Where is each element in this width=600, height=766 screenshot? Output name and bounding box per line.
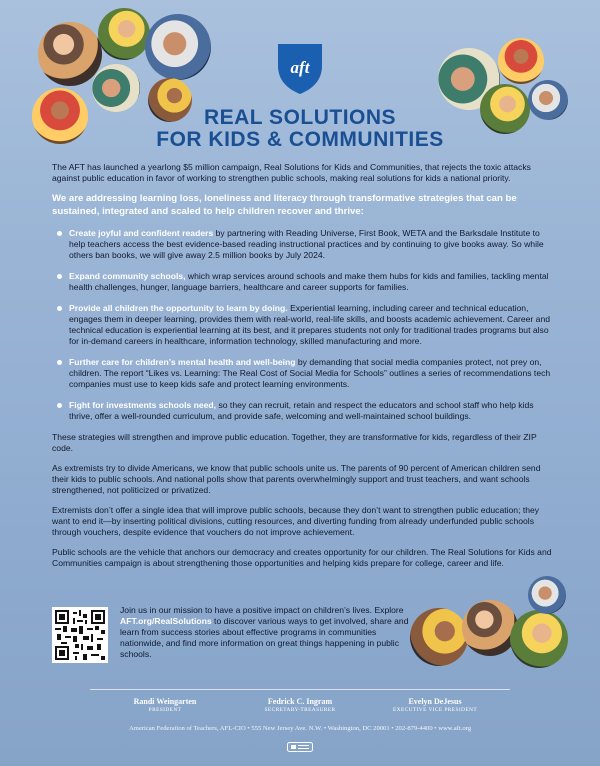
- logo-text: aft: [290, 58, 310, 77]
- bullet-text: by partnering with Reading Universe, First Book, WETA and the Barksdale Institute to help teachers access the best evidence-based reading instructional practices and by continuing to give books away. So while others ban books, we will give away 2.5 million books by July 2024.: [69, 228, 544, 260]
- officer-secretary-treasurer: [230, 697, 370, 713]
- lead-statement: We are addressing learning loss, loneliness and literacy through transformative strategies that can be sustained, integrated and scaled to help children recover and thrive:: [52, 193, 517, 217]
- photo-celebration: [498, 38, 544, 84]
- list-item: [52, 271, 554, 293]
- footer-address: American Federation of Teachers, AFL-CIO • 555 New Jersey Ave. N.W. • Washington, DC 20001 • 202-879-4400 • www.aft.org: [128, 725, 472, 732]
- list-item: [52, 400, 554, 422]
- bullet-text: by demanding that social media companies protect, not prey on, children. The report “Likes vs. Learning: The Real Cost of Social Media for Schools” outlines a series of recommendations tech companies must use to keep kids safe and protect learning environments.: [69, 357, 551, 389]
- bullet-text: Experiential learning, including career and technical education, engages them in deeper learning, provides them with real-world, real-life skills, and boosts academic achievement. Career and technical education is experiential learning at its best, and it prepares students not only for traditional trades programs but also for in-demand careers in healthcare, information technology, skilled manufacturing and more.: [69, 303, 551, 346]
- bullet-heading: Create joyful and confident readers: [69, 228, 214, 238]
- join-explore: Explore: [374, 605, 404, 615]
- list-item: [52, 303, 554, 347]
- photo-classroom: [145, 14, 211, 80]
- extremists-divide-paragraph: As extremists try to divide Americans, we know that public schools unite us. The parents of 90 percent of American children send their kids to public schools. And national polls show that parents overwhelmingly support and trust teachers, and want schools strengthened, not politicized or privatized.: [52, 463, 541, 495]
- officer-name: Evelyn DeJesus: [408, 697, 462, 706]
- photo-teacher-kids: [528, 576, 566, 614]
- officer-role: PRESIDENT: [148, 707, 182, 713]
- page-title-line2: FOR KIDS & COMMUNITIES: [156, 128, 444, 151]
- call-to-action: [120, 605, 410, 660]
- bullet-text: so they can recruit, retain and respect the educators and school staff who help kids thrive, offer a well-rounded curriculum, and provide safe, welcoming and well-maintained school buildings.: [69, 400, 534, 421]
- officer-president: [95, 697, 235, 713]
- photo-child-reading: [38, 22, 102, 86]
- photo-musician: [462, 600, 518, 656]
- join-details: to discover various ways to get involved, share and learn from success stories about effective programs in communities nationwide, and find more information on great things happening in public schools.: [120, 616, 409, 659]
- democracy-paragraph: Public schools are the vehicle that anchors our democracy and creates opportunity for our children. The Real Solutions for Kids and Communities campaign is about strengthening those opportunities and helping kids prepare for college, career and life.: [52, 547, 552, 568]
- bullet-heading: Expand community schools,: [69, 271, 186, 281]
- photo-student-science: [410, 608, 468, 666]
- bullet-heading: Further care for children’s mental health and well-being: [69, 357, 296, 367]
- list-item: [52, 357, 554, 390]
- photo-kids-table: [92, 64, 140, 112]
- officer-role: EXECUTIVE VICE PRESIDENT: [392, 707, 478, 713]
- intro-paragraph: The AFT has launched a yearlong $5 million campaign, Real Solutions for Kids and Communities, that rejects the toxic attacks against public education in favor of working to strengthen public schools, making real solutions for kids a national priority.: [52, 162, 531, 183]
- footer-divider: [90, 689, 510, 690]
- main-body: [52, 162, 554, 578]
- officer-executive-vp: [365, 697, 505, 713]
- qr-code[interactable]: [52, 607, 108, 663]
- extremists-ideas-paragraph: Extremists don’t offer a single idea that will improve public schools, because they don’t want to strengthen public education; they want to end it—by inserting political divisions, cutting resources, and diverting funding from already underfunded public schools through vouchers, despite evidence that vouchers do not improve achievement.: [52, 505, 540, 537]
- officer-name: Fedrick C. Ingram: [267, 697, 333, 706]
- page-title-line1: REAL SOLUTIONS: [203, 106, 397, 129]
- bullet-text: which wrap services around schools and make them hubs for kids and families, tackling mental health challenges, hunger, language barriers, healthcare and career supports for families.: [69, 271, 549, 292]
- photo-child-drawing: [510, 610, 568, 668]
- officer-role: SECRETARY-TREASURER: [264, 707, 336, 713]
- bullet-heading: Provide all children the opportunity to learn by doing.: [69, 303, 288, 313]
- list-item: [52, 228, 554, 261]
- photo-children-smiling: [98, 8, 150, 60]
- aft-logo: [272, 40, 328, 96]
- officer-name: Randi Weingarten: [133, 697, 197, 706]
- union-bug-icon: [287, 739, 313, 749]
- strategies-paragraph: These strategies will strengthen and improve public education. Together, they are transformative for kids, regardless of their ZIP code.: [52, 432, 537, 453]
- join-line: Join us in our mission to have a positive impact on children’s lives.: [120, 605, 373, 615]
- bullet-heading: Fight for investments schools need,: [69, 400, 217, 410]
- real-solutions-link[interactable]: AFT.org/RealSolutions: [120, 616, 212, 626]
- strategy-list: [52, 228, 554, 422]
